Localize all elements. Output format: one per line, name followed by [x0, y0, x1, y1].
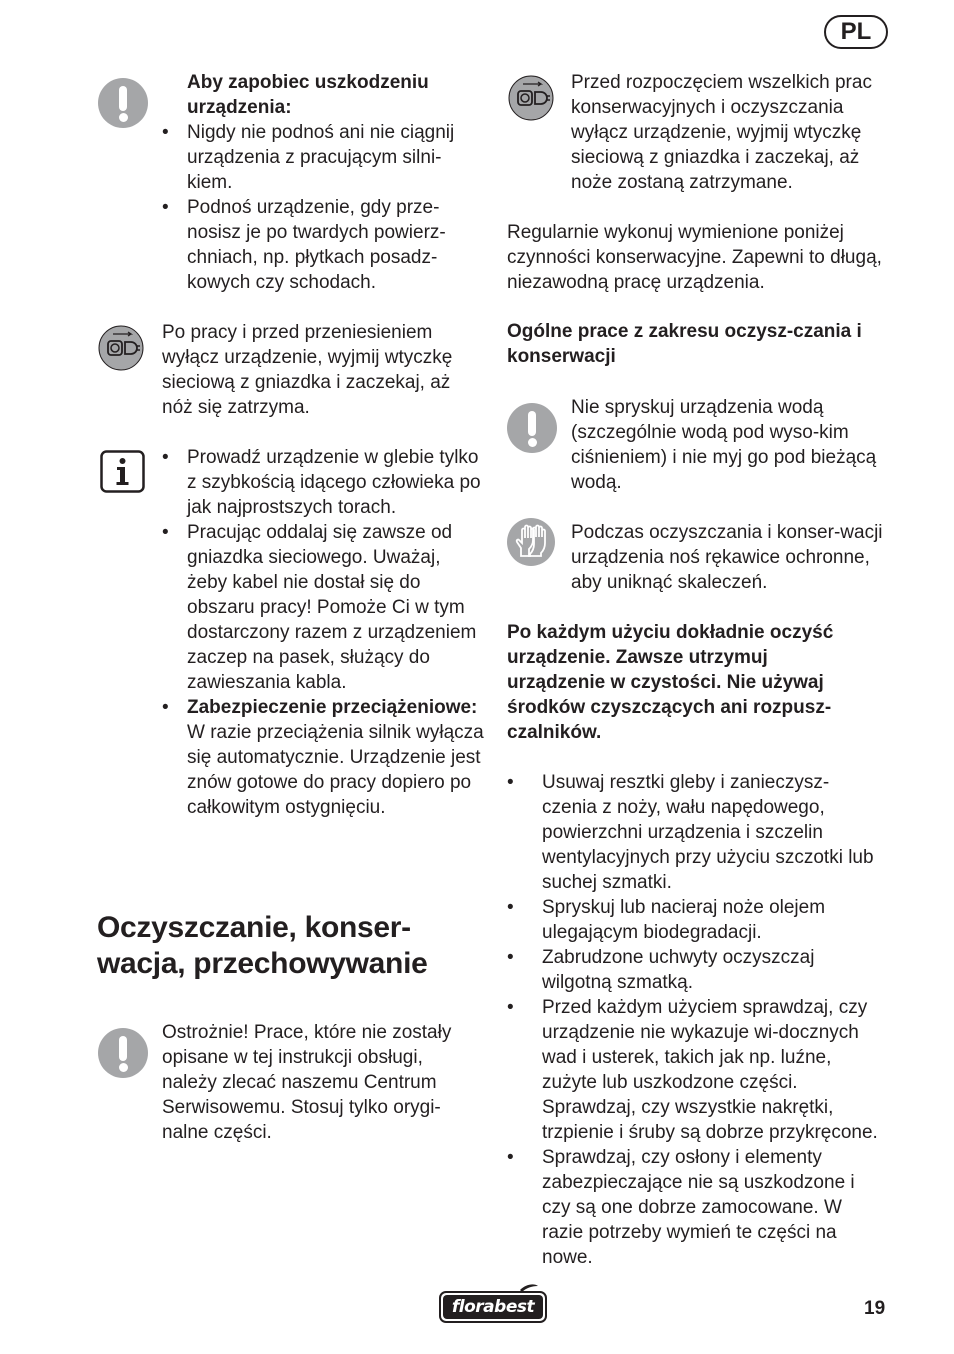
regular-maintenance-paragraph — [507, 220, 887, 295]
gloves-icon — [507, 518, 555, 566]
unplug-before-maintenance-text: Przed rozpoczęciem wszelkich prac konserwacyjnych i oczyszczania wyłącz urządzenie, wyjmij wtyczkę sieciową z gniazdka i zaczekaj, aż noże zostaną zatrzymane. — [571, 72, 872, 193]
list-item: • Nigdy nie podnoś ani nie ciągnij urządzenia z pracującym silni-kiem. — [162, 120, 484, 195]
list-item: • Usuwaj resztki gleby i zanieczysz-czenia z noży, wału napędowego, powierzchni urządzenia i szczelin wentylacyjnych przy użyciu szczotki lub suchej szmatki. — [507, 770, 882, 895]
no-water-text: Nie spryskuj urządzenia wodą (szczególnie wodą pod wyso-kim ciśnieniem) i nie myj go pod bieżącą wodą. — [571, 397, 877, 493]
damage-prevention-block — [162, 70, 484, 295]
service-center-note — [162, 1020, 482, 1145]
regular-maintenance-text: Regularnie wykonuj wymienione poniżej czynności konserwacyjne. Zapewni to długą, niezawodną pracę urządzenia. — [507, 222, 882, 293]
no-water-note — [571, 395, 891, 495]
unplug-icon — [98, 325, 144, 371]
overload-protection-text: W razie przeciążenia silnik wyłącza się automatycznie. Urządzenie jest znów gotowe do pracy dopiero po całkowitym ostygnięciu. — [187, 722, 484, 818]
list-item: • Sprawdzaj, czy osłony i elementy zabezpieczające nie są uszkodzone i czy są one dobrze zamocowane. W razie potrzeby wymień te części na nowe. — [507, 1145, 882, 1270]
list-item: • Zabrudzone uchwyty oczyszczaj wilgotną szmatką. — [507, 945, 882, 995]
gloves-text: Podczas oczyszczania i konser-wacji urządzenia noś rękawice ochronne, aby uniknąć skaleczeń. — [571, 522, 883, 593]
info-icon — [100, 450, 145, 493]
page-number: 19 — [864, 1298, 886, 1319]
overload-protection-label: Zabezpieczenie przeciążeniowe: — [187, 697, 478, 718]
gloves-note — [571, 520, 901, 595]
list-item: • Prowadź urządzenie w glebie tylko z szybkością idącego człowieka po jak najprostszych torach. — [162, 445, 484, 520]
unplug-after-work-text: Po pracy i przed przeniesieniem wyłącz urządzenie, wyjmij wtyczkę sieciową z gniazdka i zaczekaj, aż nóż się zatrzyma. — [162, 322, 453, 418]
subsection-heading: Ogólne prace z zakresu oczysz-czania i konserwacji — [507, 321, 862, 367]
maintenance-tasks-block — [507, 770, 882, 1270]
section-heading: Oczyszczanie, konser-wacja, przechowywanie — [97, 911, 428, 980]
warning-icon — [98, 78, 148, 128]
language-badge: PL — [824, 15, 888, 49]
list-item: • Podnoś urządzenie, gdy prze-nosisz je po twardych powierz-chniach, np. płytkach posadz-kowych czy schodach. — [162, 195, 484, 295]
usage-tips-list — [162, 445, 484, 820]
cleaning-warning-paragraph — [507, 620, 867, 745]
unplug-icon — [508, 75, 554, 121]
list-item — [162, 695, 484, 820]
damage-prevention-list — [162, 120, 484, 295]
list-item: • Spryskuj lub nacieraj noże olejem ulegającym biodegradacji. — [507, 895, 882, 945]
usage-tips-block — [162, 445, 484, 820]
unplug-after-work-note — [162, 320, 482, 420]
list-item: • Przed każdym użyciem sprawdzaj, czy urządzenie nie wykazuje wi-docznych wad i usterek, takich jak np. luźne, zużyte lub uszkodzone części. Sprawdzaj, czy wszystkie nakrętki, trzpienie i śruby są dobrze przykręcone. — [507, 995, 882, 1145]
brand-wordmark: florabest — [451, 1297, 535, 1317]
florabest-logo — [438, 1282, 548, 1324]
service-center-text: Ostrożnie! Prace, które nie zostały opisane w tej instrukcji obsługi, należy zlecać naszemu Centrum Serwisowemu. Stosuj tylko orygi-nalne części. — [162, 1022, 452, 1143]
cleaning-warning-text: Po każdym użyciu dokładnie oczyść urządzenie. Zawsze utrzymuj urządzenie w czystości. Nie używaj środków czyszczących ani rozpusz-czalników. — [507, 622, 834, 743]
maintenance-tasks-list — [507, 770, 882, 1270]
list-item: • Pracując oddalaj się zawsze od gniazdka sieciowego. Uważaj, żeby kabel nie dostał się do obszaru pracy! Pomoże Ci w tym dostarczony razem z urządzeniem zaczep na pasek, służący do zawieszania kabla. — [162, 520, 484, 695]
damage-prevention-title: Aby zapobiec uszkodzeniu urządzenia: — [187, 72, 429, 118]
unplug-before-maintenance-note — [571, 70, 901, 195]
warning-icon — [98, 1028, 148, 1078]
warning-icon — [507, 403, 557, 453]
